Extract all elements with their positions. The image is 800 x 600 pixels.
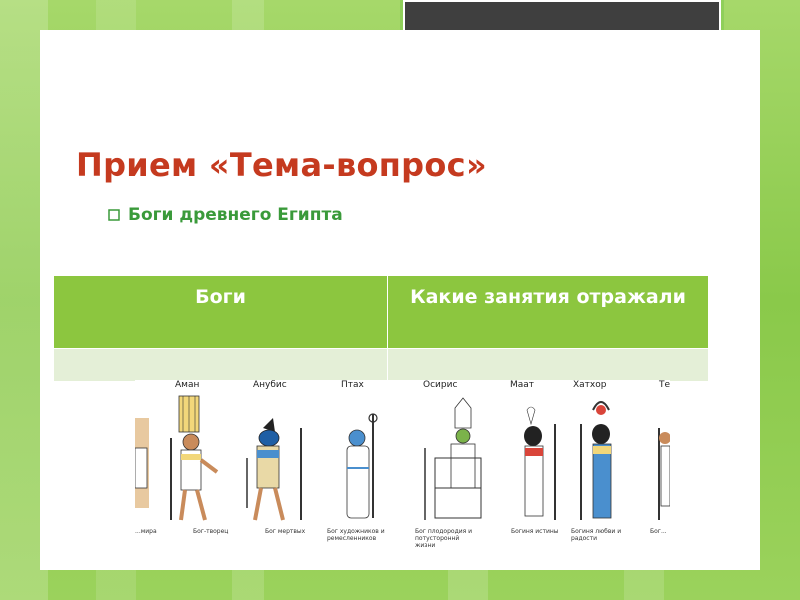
figure-partial-right — [659, 428, 670, 520]
slide-title: Прием «Тема-вопрос» — [76, 146, 487, 184]
figure-amun — [171, 396, 217, 520]
figure-hathor — [581, 402, 611, 520]
gods-figures-drawing — [135, 388, 670, 528]
figure-name: Аман — [175, 380, 200, 390]
figure-caption: Богиня истины — [511, 528, 559, 535]
figure-caption: ...мира — [135, 528, 157, 535]
egyptian-gods-illustration — [135, 380, 670, 550]
figure-partial-left — [135, 418, 149, 508]
figure-caption: Бог... — [650, 528, 667, 535]
figure-maat — [524, 407, 555, 520]
table-cell — [388, 349, 709, 382]
header-occupations: Какие занятия отражали — [388, 276, 709, 349]
bullet-text: Боги древнего Египта — [128, 205, 343, 225]
figure-name: Маат — [510, 380, 535, 390]
figure-osiris — [425, 398, 481, 520]
figure-caption: Бог плодородия и потустороннй жизни — [415, 528, 473, 549]
bullet-item — [108, 205, 343, 225]
figure-caption: Бог мертвых — [265, 528, 306, 535]
figure-caption: Бог-творец — [193, 528, 229, 535]
figure-caption: Бог художников и ремесленников — [327, 528, 385, 542]
figure-name: Анубис — [253, 380, 287, 390]
checkbox-bullet-icon — [108, 209, 120, 221]
header-gods: Боги — [54, 276, 388, 349]
gods-table — [54, 276, 708, 381]
figure-name: Те — [659, 380, 670, 390]
table-cell — [54, 349, 388, 382]
table-row — [54, 349, 708, 382]
figure-caption: Богиня любви и радости — [571, 528, 622, 542]
figure-name: Птах — [341, 380, 364, 390]
figure-ptah — [347, 414, 377, 518]
figure-anubis — [247, 418, 301, 520]
figure-name: Осирис — [423, 380, 458, 390]
figure-name: Хатхор — [573, 380, 607, 390]
